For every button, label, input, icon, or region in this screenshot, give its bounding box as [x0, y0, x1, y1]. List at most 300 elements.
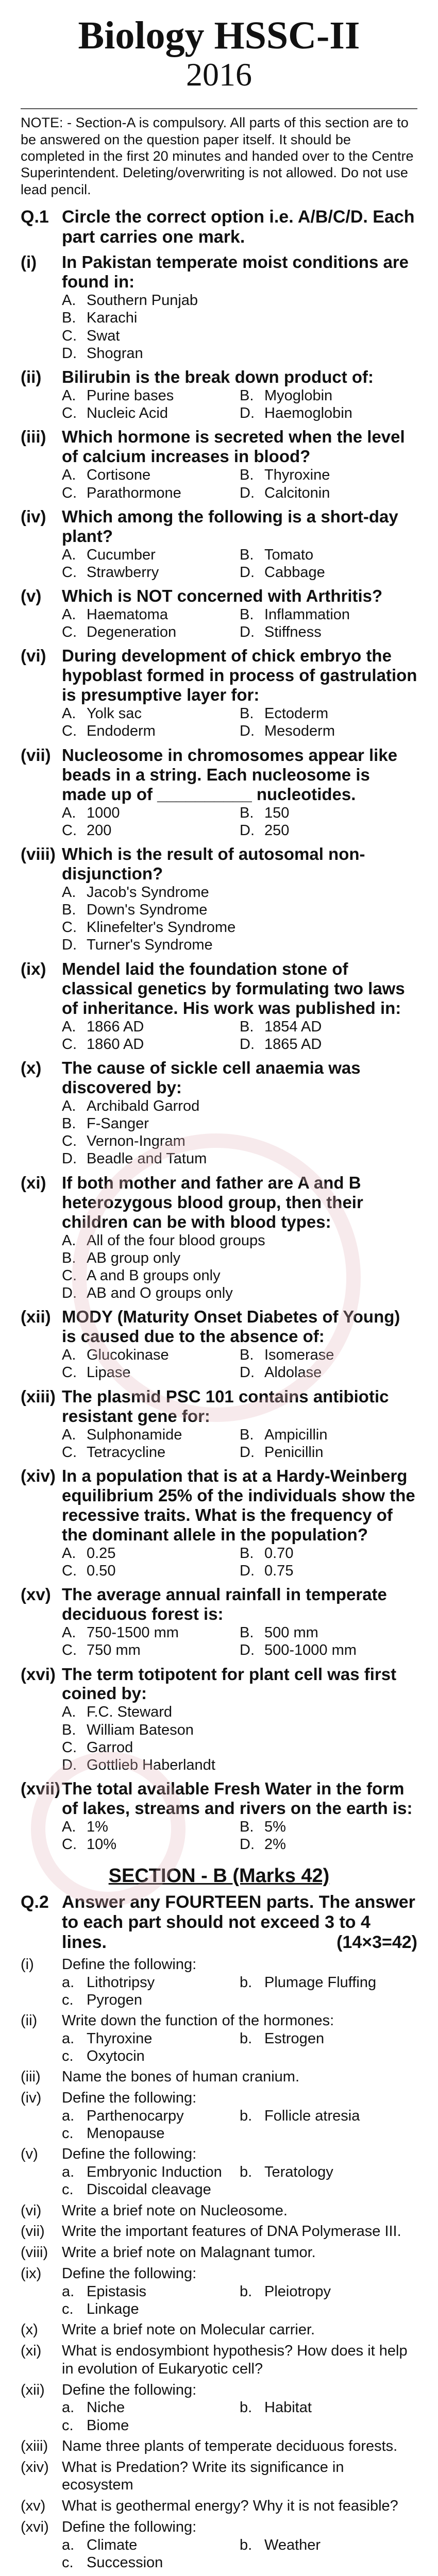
- option-letter: C.: [62, 1444, 77, 1461]
- option-text: 1866 AD: [87, 1018, 144, 1035]
- option-text: Aldolase: [264, 1364, 322, 1381]
- option-letter: A.: [62, 705, 76, 722]
- option-letter: A.: [62, 1232, 76, 1249]
- option-text: AB and O groups only: [87, 1285, 233, 1302]
- mcq-item: [21, 1387, 417, 1426]
- short-question-number: (x): [21, 2321, 38, 2338]
- mcq-number: (i): [21, 252, 37, 272]
- option-text: Mesoderm: [264, 723, 335, 740]
- option-text: Haematoma: [87, 606, 168, 623]
- option-letter: B.: [240, 387, 254, 404]
- option-letter: B.: [62, 1249, 76, 1266]
- option-letter: D.: [240, 484, 255, 501]
- sub-item-text: Thyroxine: [87, 2030, 153, 2047]
- question-instruction: Answer any FOURTEEN parts. The answer to each part should not exceed 3 to 4 lines.: [62, 1892, 415, 1952]
- mcq-stem: The total available Fresh Water in the form of lakes, streams and rivers on the earth is:: [62, 1779, 413, 1818]
- sub-item-text: Teratology: [264, 2164, 333, 2181]
- mcq-body: [62, 507, 417, 546]
- mcq-number: (viii): [21, 844, 56, 863]
- sub-item-text: Embryonic Induction: [87, 2164, 222, 2181]
- option-letter: C.: [62, 1562, 77, 1579]
- option-text: Jacob's Syndrome: [87, 884, 209, 901]
- sub-items: [62, 2399, 417, 2434]
- short-question: [21, 2089, 417, 2107]
- mcq-number: (ix): [21, 959, 46, 978]
- mcq-body: [62, 1779, 417, 1818]
- short-question: [21, 2223, 417, 2241]
- short-question-text: Name three plants of temperate deciduous forests.: [62, 2437, 398, 2454]
- option-letter: B.: [240, 1624, 254, 1641]
- sub-items: [62, 1974, 417, 2009]
- sub-item-letter: a.: [62, 2399, 75, 2416]
- option-letter: A.: [62, 1097, 76, 1114]
- sub-item-letter: b.: [240, 2164, 252, 2181]
- mcq-number: (xii): [21, 1307, 51, 1327]
- option-letter: C.: [62, 1133, 77, 1150]
- option-letter: D.: [62, 937, 77, 954]
- option-text: 10%: [87, 1836, 117, 1853]
- option-letter: A.: [62, 804, 76, 821]
- option-text: 1854 AD: [264, 1018, 322, 1035]
- option-text: Archibald Garrod: [87, 1097, 200, 1114]
- option-text: Stiffness: [264, 624, 322, 641]
- mcq-options: [62, 1818, 417, 1853]
- sub-item-letter: c.: [62, 2125, 74, 2142]
- mcq-options: [62, 292, 417, 362]
- option-text: F.C. Steward: [87, 1704, 172, 1721]
- short-question: [21, 2068, 417, 2086]
- option-text: AB group only: [87, 1249, 181, 1266]
- mcq-item: [21, 586, 417, 606]
- sub-item-text: Niche: [87, 2399, 125, 2416]
- sub-item-letter: c.: [62, 1991, 74, 2008]
- mcq-item: [21, 1307, 417, 1346]
- question-2-heading: [21, 1892, 417, 1953]
- sub-item-letter: c.: [62, 2554, 74, 2571]
- option-letter: A.: [62, 546, 76, 563]
- short-question-text: Define the following:: [62, 1956, 197, 1973]
- mcq-options: [62, 1018, 417, 1053]
- option-letter: D.: [240, 1036, 255, 1053]
- sub-item-letter: b.: [240, 2399, 252, 2416]
- short-question-number: (xiii): [21, 2437, 48, 2454]
- option-text: Strawberry: [87, 564, 159, 581]
- option-letter: B.: [240, 606, 254, 623]
- mcq-item: [21, 252, 417, 292]
- mcq-item: [21, 745, 417, 804]
- option-letter: B.: [62, 310, 76, 327]
- mcq-item: [21, 959, 417, 1018]
- option-letter: B.: [240, 1347, 254, 1364]
- mcq-options: [62, 387, 417, 422]
- option-text: Thyroxine: [264, 467, 330, 484]
- mcq-stem: In Pakistan temperate moist conditions are found in:: [62, 252, 409, 292]
- marks-label: (14×3=42): [336, 1932, 417, 1952]
- mcq-number: (xiii): [21, 1386, 56, 1406]
- option-letter: A.: [62, 1624, 76, 1641]
- option-letter: D.: [240, 1364, 255, 1381]
- short-question-number: (v): [21, 2146, 38, 2163]
- option-letter: B.: [240, 1545, 254, 1562]
- mcq-stem: The average annual rainfall in temperate deciduous forest is:: [62, 1585, 387, 1624]
- option-letter: D.: [240, 1836, 255, 1853]
- option-text: 750-1500 mm: [87, 1624, 179, 1641]
- short-question-number: (iv): [21, 2090, 42, 2107]
- option-text: Lipase: [87, 1364, 131, 1381]
- sub-item-letter: b.: [240, 2030, 252, 2047]
- option-letter: D.: [240, 1562, 255, 1579]
- option-letter: A.: [62, 387, 76, 404]
- mcq-options: [62, 606, 417, 641]
- option-letter: C.: [62, 723, 77, 740]
- mcq-options: [62, 705, 417, 740]
- sub-item-letter: c.: [62, 2048, 74, 2065]
- option-text: Klinefelter's Syndrome: [87, 919, 236, 936]
- option-letter: B.: [240, 705, 254, 722]
- option-text: Purine bases: [87, 387, 174, 404]
- short-question-text: Write a brief note on Molecular carrier.: [62, 2321, 315, 2338]
- option-text: Swat: [87, 327, 120, 344]
- mcq-body: [62, 1387, 417, 1426]
- mcq-stem: In a population that is at a Hardy-Weinberg equilibrium 25% of the individuals show the recessive traits. What is the frequency of the dominant allele in the population?: [62, 1466, 415, 1544]
- mcq-options: [62, 1097, 417, 1168]
- option-letter: D.: [240, 1444, 255, 1461]
- mcq-number: (iv): [21, 506, 46, 526]
- short-question: [21, 2321, 417, 2339]
- short-question-text: Write a brief note on Nucleosome.: [62, 2202, 288, 2219]
- mcq-stem: Nucleosome in chromosomes appear like beads in a string. Each nucleosome is made up of __________ nucleotides.: [62, 745, 398, 804]
- option-letter: D.: [240, 624, 255, 641]
- option-text: William Bateson: [87, 1721, 194, 1738]
- option-text: 1865 AD: [264, 1036, 322, 1053]
- sub-item-text: Lithotripsy: [87, 1974, 155, 1991]
- sub-item-text: Weather: [264, 2536, 321, 2553]
- mcq-item: [21, 1466, 417, 1545]
- sub-item-text: Succession: [87, 2554, 163, 2571]
- option-text: Cortisone: [87, 467, 151, 484]
- mcq-number: (vi): [21, 646, 46, 666]
- option-text: Turner's Syndrome: [87, 937, 213, 954]
- short-question-text: Write down the function of the hormones:: [62, 2012, 334, 2029]
- option-letter: C.: [62, 327, 77, 344]
- mcq-body: [62, 1585, 417, 1624]
- short-question: [21, 2202, 417, 2220]
- short-question-number: (xiv): [21, 2459, 49, 2476]
- mcq-number: (xiv): [21, 1466, 56, 1486]
- option-text: All of the four blood groups: [87, 1232, 265, 1249]
- sub-item-letter: a.: [62, 2164, 75, 2181]
- mcq-stem: Which is the result of autosomal non-disjunction?: [62, 844, 365, 883]
- mcq-options: [62, 1426, 417, 1461]
- mcq-body: [62, 1307, 417, 1346]
- option-text: 0.25: [87, 1545, 116, 1562]
- option-text: Ampicillin: [264, 1426, 328, 1443]
- option-text: 1860 AD: [87, 1036, 144, 1053]
- option-text: Tetracycline: [87, 1444, 166, 1461]
- sub-item-text: Plumage Fluffing: [264, 1974, 377, 1991]
- option-text: 1%: [87, 1819, 108, 1836]
- option-text: 1000: [87, 804, 120, 821]
- option-letter: A.: [62, 1704, 76, 1721]
- mcq-options: [62, 1624, 417, 1659]
- option-text: Yolk sac: [87, 705, 142, 722]
- mcq-stem: The cause of sickle cell anaemia was discovered by:: [62, 1058, 361, 1097]
- sub-items: [62, 2283, 417, 2318]
- option-text: Glucokinase: [87, 1347, 169, 1364]
- short-question-number: (ix): [21, 2265, 42, 2282]
- mcq-stem: During development of chick embryo the hypoblast formed in process of gastrulation is presumptive layer for:: [62, 646, 417, 705]
- option-text: 250: [264, 822, 290, 839]
- short-question-list: [21, 1956, 417, 2576]
- mcq-item: [21, 1585, 417, 1624]
- paper-year: 2016: [186, 56, 252, 93]
- option-letter: D.: [240, 723, 255, 740]
- option-letter: D.: [62, 1285, 77, 1302]
- option-text: 500-1000 mm: [264, 1642, 357, 1659]
- mcq-number: (xvii): [21, 1779, 61, 1799]
- mcq-stem: Which hormone is secreted when the level of calcium increases in blood?: [62, 427, 405, 466]
- mcq-item: [21, 507, 417, 546]
- sub-item-text: Habitat: [264, 2399, 312, 2416]
- mcq-options: [62, 546, 417, 581]
- short-question-text: What is Predation? Write its significance in ecosystem: [62, 2459, 344, 2494]
- mcq-stem: The term totipotent for plant cell was first coined by:: [62, 1664, 397, 1703]
- mcq-item: [21, 1665, 417, 1704]
- mcq-options: [62, 1232, 417, 1302]
- sub-item-letter: a.: [62, 2536, 75, 2553]
- option-letter: C.: [62, 1267, 77, 1284]
- option-letter: A.: [62, 292, 76, 309]
- paper-title: Biology HSSC-II: [78, 14, 360, 57]
- short-question-text: Define the following:: [62, 2381, 197, 2398]
- option-letter: A.: [62, 606, 76, 623]
- option-letter: C.: [62, 484, 77, 501]
- option-letter: B.: [62, 1721, 76, 1738]
- option-text: Parathormone: [87, 484, 181, 501]
- short-question-text: Name the bones of human cranium.: [62, 2069, 300, 2086]
- option-letter: D.: [240, 564, 255, 581]
- option-text: Ectoderm: [264, 705, 329, 722]
- option-text: Tomato: [264, 546, 314, 563]
- sub-item-text: Climate: [87, 2536, 138, 2553]
- short-question: [21, 2437, 417, 2455]
- short-question-number: (viii): [21, 2244, 48, 2261]
- short-question-number: (vii): [21, 2223, 45, 2240]
- option-letter: C.: [62, 624, 77, 641]
- short-question: [21, 2381, 417, 2399]
- mcq-item: [21, 844, 417, 884]
- mcq-body: [62, 745, 417, 804]
- option-letter: B.: [240, 546, 254, 563]
- sub-item-text: Epistasis: [87, 2283, 147, 2300]
- option-text: 5%: [264, 1819, 286, 1836]
- mcq-stem: If both mother and father are A and B heterozygous blood group, then their children can be with blood types:: [62, 1173, 363, 1231]
- sub-item-text: Menopause: [87, 2125, 165, 2142]
- option-text: Gottlieb Haberlandt: [87, 1757, 215, 1774]
- short-question-text: Define the following:: [62, 2146, 197, 2163]
- mcq-number: (xi): [21, 1173, 46, 1192]
- option-text: Cabbage: [264, 564, 325, 581]
- sub-item-letter: a.: [62, 1974, 75, 1991]
- mcq-body: [62, 586, 417, 606]
- sub-item-letter: b.: [240, 2536, 252, 2553]
- short-question-number: (xi): [21, 2343, 42, 2360]
- mcq-options: [62, 884, 417, 954]
- sub-items: [62, 2107, 417, 2142]
- option-letter: B.: [240, 1018, 254, 1035]
- short-question-number: (xvi): [21, 2519, 49, 2536]
- option-letter: C.: [62, 1036, 77, 1053]
- sub-item-text: Discoidal cleavage: [87, 2181, 211, 2198]
- option-letter: D.: [240, 405, 255, 422]
- option-letter: D.: [62, 345, 77, 362]
- option-letter: C.: [62, 1836, 77, 1853]
- mcq-number: (vii): [21, 745, 51, 765]
- option-letter: D.: [240, 822, 255, 839]
- option-letter: D.: [62, 1757, 77, 1774]
- mcq-body: [62, 1665, 417, 1704]
- short-question: [21, 2518, 417, 2536]
- option-letter: B.: [62, 1115, 76, 1132]
- question-instruction: Circle the correct option i.e. A/B/C/D. Each part carries one mark.: [62, 207, 415, 247]
- option-text: Karachi: [87, 310, 138, 327]
- sub-item-letter: a.: [62, 2283, 75, 2300]
- sub-items: [62, 2163, 417, 2198]
- section-b-heading: SECTION - B (Marks 42): [108, 1865, 330, 1887]
- mcq-item: [21, 427, 417, 466]
- mcq-stem: Which is NOT concerned with Arthritis?: [62, 586, 383, 606]
- option-letter: B.: [240, 1819, 254, 1836]
- question-1-heading: [21, 207, 417, 247]
- option-text: F-Sanger: [87, 1115, 149, 1132]
- mcq-item: [21, 1173, 417, 1232]
- option-text: Penicillin: [264, 1444, 324, 1461]
- short-question: [21, 1956, 417, 1974]
- short-question-text: Define the following:: [62, 2090, 197, 2107]
- sub-item-letter: c.: [62, 2417, 74, 2434]
- option-text: 0.75: [264, 1562, 294, 1579]
- option-text: Sulphonamide: [87, 1426, 182, 1443]
- mcq-body: [62, 844, 417, 884]
- mcq-stem: MODY (Maturity Onset Diabetes of Young) is caused due to the absence of:: [62, 1307, 400, 1346]
- short-question: [21, 2459, 417, 2495]
- mcq-options: [62, 804, 417, 839]
- short-question: [21, 2497, 417, 2515]
- option-text: 750 mm: [87, 1642, 141, 1659]
- short-question-number: (xii): [21, 2381, 45, 2398]
- short-question-number: (vi): [21, 2202, 42, 2219]
- option-text: 0.50: [87, 1562, 116, 1579]
- mcq-body: [62, 427, 417, 466]
- mcq-item: [21, 1779, 417, 1818]
- option-letter: A.: [62, 1426, 76, 1443]
- option-text: Degeneration: [87, 624, 177, 641]
- mcq-body: [62, 1173, 417, 1232]
- mcq-body: [62, 1466, 417, 1545]
- mcq-stem: The plasmid PSC 101 contains antibiotic resistant gene for:: [62, 1386, 389, 1426]
- mcq-options: [62, 1545, 417, 1580]
- mcq-number: (xvi): [21, 1664, 56, 1684]
- sub-item-text: Oxytocin: [87, 2048, 145, 2065]
- sub-item-text: Parthenocarpy: [87, 2107, 184, 2124]
- mcq-body: [62, 252, 417, 292]
- option-text: Endoderm: [87, 723, 156, 740]
- option-letter: D.: [240, 1642, 255, 1659]
- sub-item-text: Pleiotropy: [264, 2283, 331, 2300]
- option-letter: A.: [62, 467, 76, 484]
- option-letter: C.: [62, 405, 77, 422]
- option-letter: A.: [62, 1347, 76, 1364]
- mcq-options: [62, 1346, 417, 1381]
- option-letter: A.: [62, 884, 76, 901]
- mcq-number: (ii): [21, 367, 42, 387]
- option-text: Cucumber: [87, 546, 156, 563]
- short-question-number: (i): [21, 1956, 34, 1973]
- mcq-list: [21, 252, 417, 1853]
- option-letter: C.: [62, 1739, 77, 1756]
- mcq-number: (iii): [21, 427, 46, 447]
- option-text: Garrod: [87, 1739, 133, 1756]
- short-question-text: What is endosymbiont hypothesis? How does it help in evolution of Eukaryotic cell?: [62, 2343, 408, 2377]
- option-letter: A.: [62, 1545, 76, 1562]
- mcq-body: [62, 1058, 417, 1097]
- instructions-note: NOTE: - Section-A is compulsory. All parts of this section are to be answered on the question paper itself. It should be completed in the first 20 minutes and handed over to the Centre Superintendent. Deleting/overwriting is not allowed. Do not use lead pencil.: [21, 108, 417, 198]
- short-question-number: (iii): [21, 2069, 41, 2086]
- short-question: [21, 2342, 417, 2378]
- option-text: Haemoglobin: [264, 405, 352, 422]
- sub-item-text: Linkage: [87, 2301, 139, 2317]
- sub-item-letter: c.: [62, 2301, 74, 2317]
- option-text: Inflammation: [264, 606, 350, 623]
- mcq-number: (v): [21, 586, 42, 606]
- option-text: Isomerase: [264, 1347, 334, 1364]
- option-text: Shogran: [87, 345, 143, 362]
- option-text: Calcitonin: [264, 484, 330, 501]
- mcq-options: [62, 1703, 417, 1774]
- option-letter: C.: [62, 822, 77, 839]
- option-text: 500 mm: [264, 1624, 318, 1641]
- sub-items: [62, 2030, 417, 2065]
- option-letter: B.: [240, 467, 254, 484]
- option-letter: D.: [62, 1150, 77, 1167]
- short-question-text: Write a brief note on Malagnant tumor.: [62, 2244, 316, 2261]
- mcq-item: [21, 646, 417, 705]
- option-letter: C.: [62, 564, 77, 581]
- sub-items: [62, 2536, 417, 2571]
- sub-item-text: Biome: [87, 2417, 129, 2434]
- short-question: [21, 2265, 417, 2283]
- option-text: 2%: [264, 1836, 286, 1853]
- short-question: [21, 2244, 417, 2262]
- short-question-text: What is geothermal energy? Why it is not feasible?: [62, 2498, 398, 2515]
- sub-item-letter: b.: [240, 2283, 252, 2300]
- option-letter: C.: [62, 1364, 77, 1381]
- sub-item-letter: b.: [240, 2107, 252, 2124]
- short-question-number: (ii): [21, 2012, 38, 2029]
- mcq-item: [21, 367, 417, 387]
- mcq-number: (xv): [21, 1585, 51, 1604]
- option-text: 200: [87, 822, 112, 839]
- sub-item-letter: c.: [62, 2181, 74, 2198]
- option-letter: C.: [62, 1642, 77, 1659]
- option-text: Down's Syndrome: [87, 902, 208, 919]
- sub-item-text: Follicle atresia: [264, 2107, 360, 2124]
- short-question-text: Write the important features of DNA Polymerase III.: [62, 2223, 401, 2240]
- mcq-body: [62, 959, 417, 1018]
- option-text: Southern Punjab: [87, 292, 198, 309]
- mcq-body: [62, 646, 417, 705]
- option-letter: A.: [62, 1018, 76, 1035]
